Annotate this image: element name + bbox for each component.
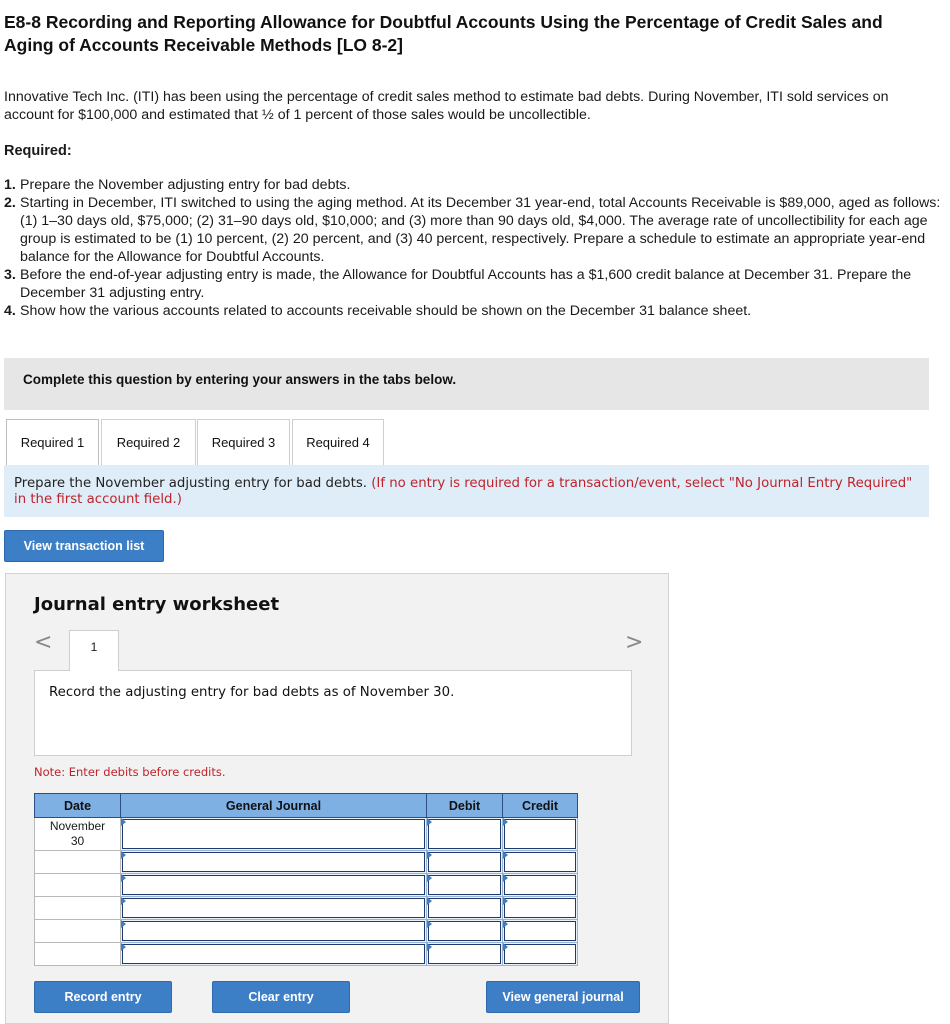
problem-title: E8-8 Recording and Reporting Allowance for Doubtful Accounts Using the Percentage of Credit Sales and Aging of Accounts Receivable Methods [LO 8-2] (4, 12, 883, 55)
dropdown-indicator-icon (427, 943, 432, 951)
requirement-item (4, 176, 944, 194)
date-cell (35, 818, 121, 851)
date-cell (35, 874, 121, 897)
requirement-text: Before the end-of-year adjusting entry is made, the Allowance for Doubtful Accounts has a $1,600 credit balance at December 31. Prepare the December 31 adjusting entry. (20, 267, 912, 301)
tab-required-3[interactable]: Required 3 (197, 419, 290, 465)
dropdown-indicator-icon (121, 818, 126, 826)
date-cell (35, 851, 121, 874)
requirement-item (4, 302, 944, 320)
dropdown-indicator-icon (121, 943, 126, 951)
date-cell (35, 920, 121, 943)
journal-row (35, 874, 578, 897)
record-entry-button[interactable]: Record entry (34, 981, 172, 1013)
journal-row (35, 818, 578, 851)
journal-row (35, 943, 578, 966)
credit-column-header: Credit (503, 794, 578, 818)
entry-tab-1[interactable]: 1 (69, 630, 119, 671)
credit-field[interactable] (503, 897, 578, 920)
journal-table (34, 793, 578, 966)
dropdown-indicator-icon (503, 897, 508, 905)
debit-field[interactable] (427, 851, 503, 874)
general-journal-column-header: General Journal (121, 794, 427, 818)
dropdown-indicator-icon (121, 897, 126, 905)
dropdown-indicator-icon (427, 920, 432, 928)
credit-field[interactable] (503, 943, 578, 966)
tab-required-4[interactable]: Required 4 (292, 419, 384, 465)
debit-credit-note: Note: Enter debits before credits. (34, 765, 226, 779)
worksheet-title: Journal entry worksheet (34, 594, 280, 615)
journal-header-row (35, 794, 578, 818)
dropdown-indicator-icon (427, 874, 432, 882)
requirement-number: 4. (4, 303, 16, 319)
debit-field[interactable] (427, 943, 503, 966)
journal-row (35, 851, 578, 874)
dropdown-indicator-icon (427, 897, 432, 905)
account-field[interactable] (121, 851, 427, 874)
requirement-item (4, 266, 944, 302)
debit-field[interactable] (427, 874, 503, 897)
tab-required-1[interactable]: Required 1 (6, 419, 99, 465)
account-field[interactable] (121, 818, 427, 851)
dropdown-indicator-icon (503, 818, 508, 826)
dropdown-indicator-icon (427, 818, 432, 826)
instruction-text: Prepare the November adjusting entry for bad debts. (14, 476, 367, 491)
journal-row (35, 920, 578, 943)
dropdown-indicator-icon (427, 851, 432, 859)
debit-field[interactable] (427, 920, 503, 943)
account-field[interactable] (121, 874, 427, 897)
complete-question-banner: Complete this question by entering your answers in the tabs below. (4, 358, 929, 410)
chevron-right-icon[interactable]: > (625, 630, 644, 655)
credit-field[interactable] (503, 851, 578, 874)
requirements-list (4, 176, 944, 320)
clear-entry-button[interactable]: Clear entry (212, 981, 350, 1013)
date-month: November (49, 819, 106, 833)
dropdown-indicator-icon (121, 920, 126, 928)
instruction-panel (4, 465, 929, 517)
dropdown-indicator-icon (503, 920, 508, 928)
journal-entry-worksheet (5, 573, 669, 1024)
dropdown-indicator-icon (503, 943, 508, 951)
debit-column-header: Debit (427, 794, 503, 818)
credit-field[interactable] (503, 874, 578, 897)
date-day: 30 (70, 834, 85, 848)
journal-row (35, 897, 578, 920)
entry-description: Record the adjusting entry for bad debts as of November 30. (34, 670, 632, 756)
requirement-item (4, 194, 944, 266)
requirement-number: 2. (4, 195, 16, 211)
instruction-note: (If no entry is required for a transaction/event, select "No Journal Entry Required" in the first account field.) (14, 476, 913, 507)
tab-required-2[interactable]: Required 2 (101, 419, 196, 465)
date-cell (35, 897, 121, 920)
dropdown-indicator-icon (121, 874, 126, 882)
requirement-text: Show how the various accounts related to accounts receivable should be shown on the December 31 balance sheet. (20, 303, 752, 319)
dropdown-indicator-icon (503, 851, 508, 859)
account-field[interactable] (121, 897, 427, 920)
debit-field[interactable] (427, 818, 503, 851)
credit-field[interactable] (503, 920, 578, 943)
chevron-left-icon[interactable]: < (34, 630, 53, 655)
dropdown-indicator-icon (121, 851, 126, 859)
requirement-number: 3. (4, 267, 16, 283)
credit-field[interactable] (503, 818, 578, 851)
requirement-number: 1. (4, 177, 16, 193)
account-field[interactable] (121, 920, 427, 943)
date-cell (35, 943, 121, 966)
requirement-text: Prepare the November adjusting entry for bad debts. (20, 177, 351, 193)
required-label: Required: (4, 143, 72, 159)
debit-field[interactable] (427, 897, 503, 920)
date-column-header: Date (35, 794, 121, 818)
account-field[interactable] (121, 943, 427, 966)
view-transaction-list-button[interactable]: View transaction list (4, 530, 164, 562)
dropdown-indicator-icon (503, 874, 508, 882)
problem-intro: Innovative Tech Inc. (ITI) has been using the percentage of credit sales method to estimate bad debts. During November, ITI sold services on account for $100,000 and estimated that ½ of 1 percent of those sales would be uncollectible. (4, 89, 889, 123)
requirement-text: Starting in December, ITI switched to using the aging method. At its December 31 year-end, total Accounts Receivable is $89,000, aged as follows: (1) 1–30 days old, $75,000; (2) 31–90 days old, $10,000; and (3) more than 90 days old, $4,000. The average rate of uncollectibility for each age group is estimated to be (1) 10 percent, (2) 20 percent, and (3) 40 percent, respectively. Prepare a schedule to estimate an appropriate year-end balance for the Allowance for Doubtful Accounts. (20, 195, 941, 265)
view-general-journal-button[interactable]: View general journal (486, 981, 640, 1013)
